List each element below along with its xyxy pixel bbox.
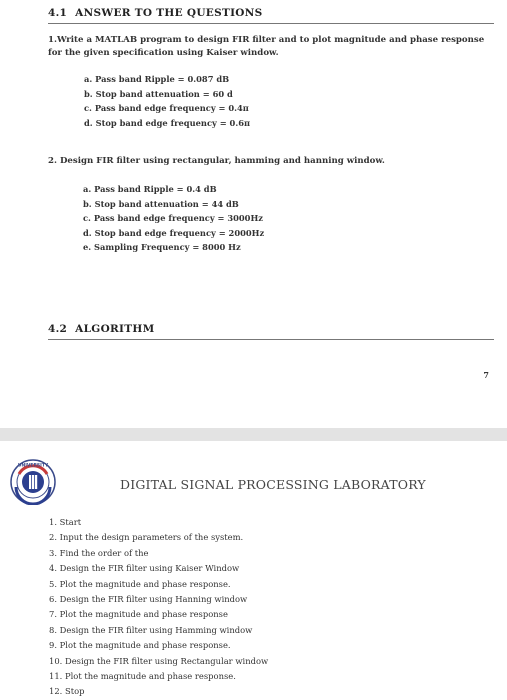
list-item: d. Stop band edge frequency = 2000Hz <box>83 227 265 238</box>
heading-rule <box>48 339 494 340</box>
algorithm-step: 7. Plot the magnitude and phase response <box>49 609 228 620</box>
question-2-text: 2. Design FIR filter using rectangular, hamming and hanning window. <box>48 156 385 166</box>
list-item: b. Stop band attenuation = 44 dB <box>83 198 239 209</box>
algorithm-step: 3. Find the order of the <box>49 547 149 558</box>
list-item: b. Stop band attenuation = 60 d <box>84 88 233 99</box>
algorithm-step: 12. Stop <box>49 686 85 697</box>
list-item: e. Sampling Frequency = 8000 Hz <box>83 242 241 252</box>
seal-text: UNIVERSITY <box>17 463 49 469</box>
university-seal-icon <box>10 459 56 505</box>
list-item: a. Pass band Ripple = 0.087 dB <box>84 74 230 84</box>
algorithm-list <box>49 515 268 700</box>
page-8 <box>0 441 507 700</box>
section-heading-4-2 <box>48 323 155 335</box>
list-item: a. Pass band Ripple = 0.4 dB <box>83 184 217 194</box>
algorithm-step: 4. Design the FIR filter using Kaiser Window <box>49 563 240 574</box>
algorithm-step: 11. Plot the magnitude and phase response. <box>49 671 236 682</box>
page-number: 7 <box>483 370 489 380</box>
section-number: 4.1 <box>48 7 68 19</box>
algorithm-step: 1. Start <box>49 517 82 527</box>
heading-rule <box>48 23 494 24</box>
page-gap <box>0 428 507 441</box>
algorithm-step: 6. Design the FIR filter using Hanning window <box>49 594 248 605</box>
algorithm-step: 10. Design the FIR filter using Rectangular window <box>49 655 269 666</box>
section-heading-4-1 <box>48 7 263 19</box>
section-title: ANSWER TO THE QUESTIONS <box>75 7 263 19</box>
question-1-text: 1.Write a MATLAB program to design FIR filter and to plot magnitude and phase response for the given specification using Kaiser window. <box>48 35 485 58</box>
algorithm-step: 8. Design the FIR filter using Hamming window <box>49 624 253 635</box>
list-item: d. Stop band edge frequency = 0.6π <box>84 117 251 128</box>
list-item: c. Pass band edge frequency = 0.4π <box>84 103 249 113</box>
list-item: c. Pass band edge frequency = 3000Hz <box>83 213 264 223</box>
algorithm-step: 5. Plot the magnitude and phase response. <box>49 578 231 589</box>
page-header-title: DIGITAL SIGNAL PROCESSING LABORATORY <box>120 477 426 492</box>
section-number: 4.2 <box>48 323 68 335</box>
section-title: ALGORITHM <box>75 323 155 335</box>
question-1-list <box>84 72 250 130</box>
question-2-list <box>83 182 264 255</box>
algorithm-step: 2. Input the design parameters of the system. <box>49 532 244 543</box>
algorithm-step: 9. Plot the magnitude and phase response. <box>49 640 231 651</box>
